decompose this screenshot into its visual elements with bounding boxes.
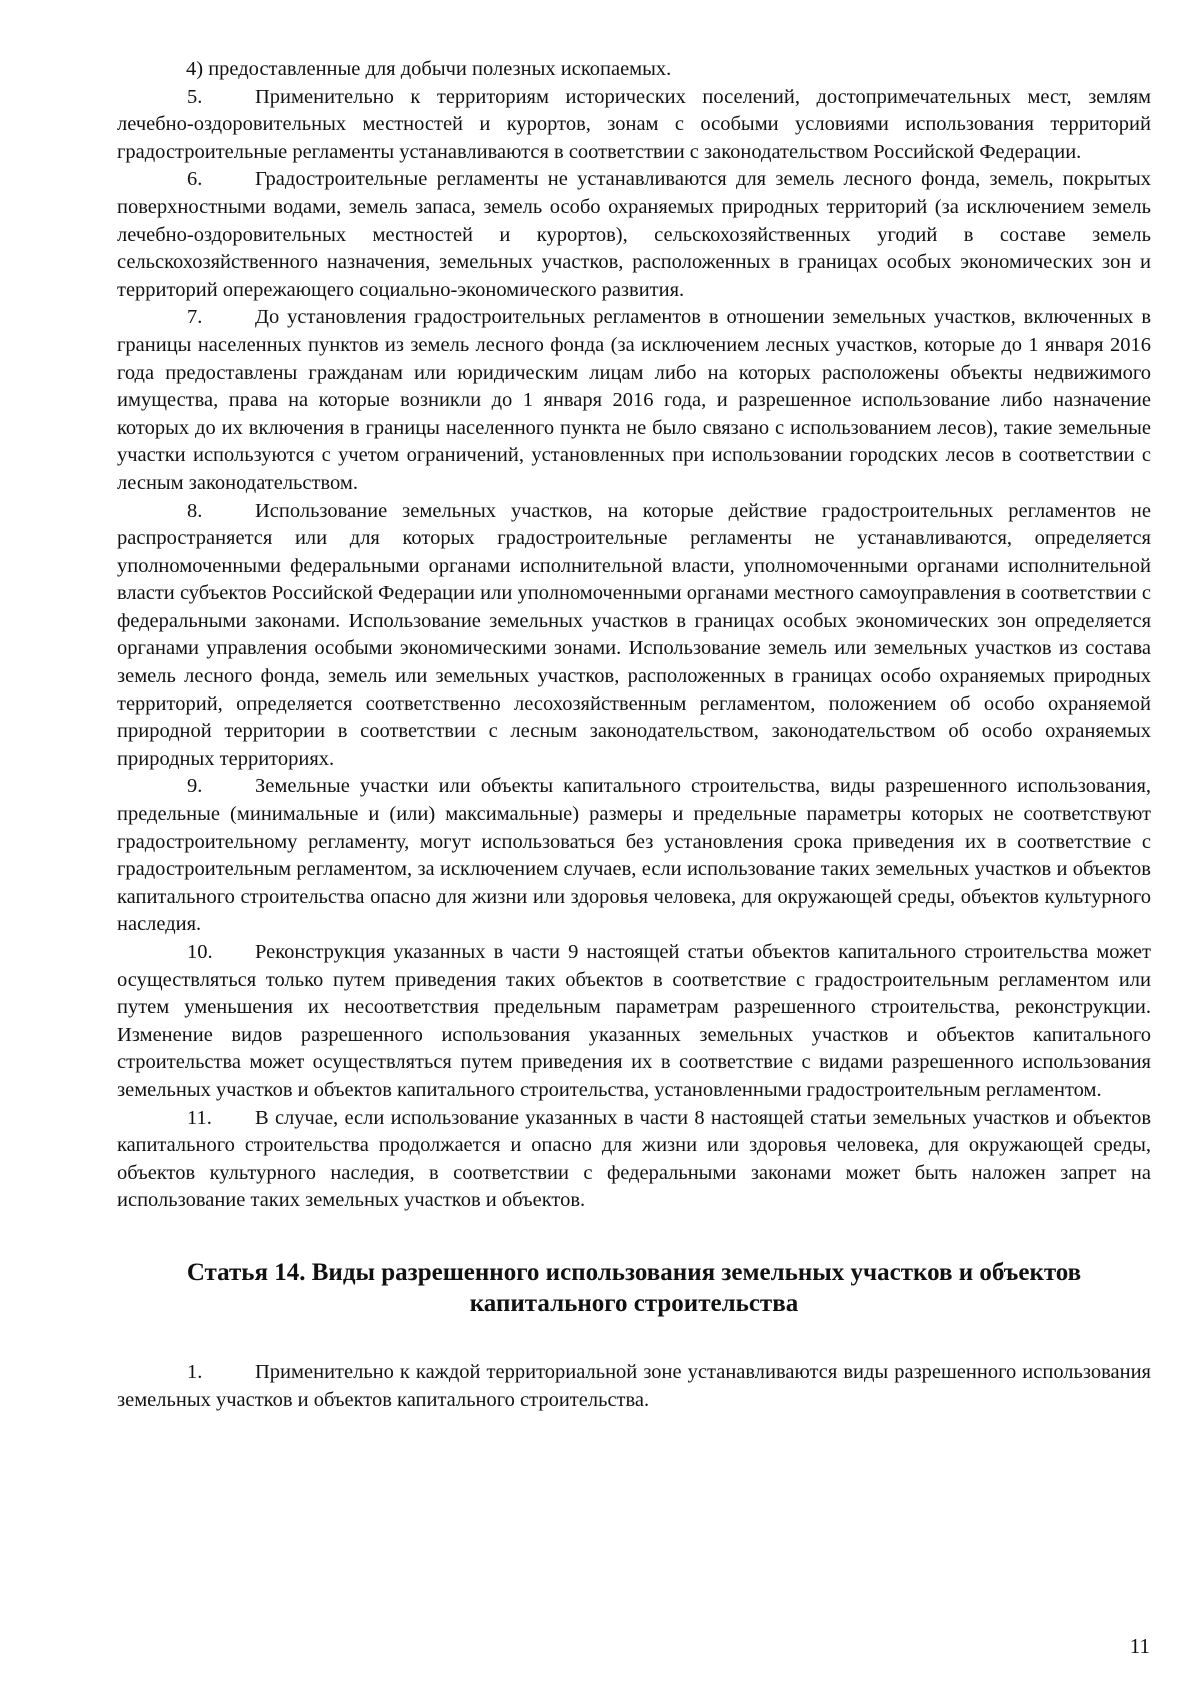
paragraph-text: Земельные участки или объекты капитального строительства, виды разрешенного использования, предельные (минимальные и (или) максимальные) размеры и предельные параметры которых не соответствуют градостроительному регламенту, могут использоваться без установления срока приведения их в соответствие с градостроительным регламентом, за исключением случаев, если использование таких земельных участков и объектов капитального строительства опасно для жизни или здоровья человека, для окружающей среды, объектов культурного наследия. xyxy=(117,775,1151,936)
paragraph-number: 1. xyxy=(187,1360,203,1383)
paragraph-9 xyxy=(117,773,1151,939)
paragraph-7 xyxy=(117,304,1151,497)
paragraph-number: 10. xyxy=(187,941,213,963)
document-page xyxy=(117,56,1151,1414)
paragraph-6 xyxy=(117,166,1151,304)
paragraph-text: До установления градостроительных регламентов в отношении земельных участков, включенных в границы населенных пунктов из земель лесного фонда (за исключением лесных участков, которые до 1 января 2016 года предоставлены гражданам или юридическим лицам либо на которых расположены объекты недвижимого имущества, права на которые возникли до 1 января 2016 года, и разрешенное использование либо назначение которых до их включения в границы населенного пункта не было связано с использованием лесов), такие земельные участки используются с учетом ограничений, установленных при использовании городских лесов в соответствии с лесным законодательством. xyxy=(117,306,1151,494)
paragraph-text: Градостроительные регламенты не устанавливаются для земель лесного фонда, земель, покрытых поверхностными водами, земель запаса, земель особо охраняемых природных территорий (за исключением земель лечебно-оздоровительных местностей и курортов), сельскохозяйственных угодий в составе земель сельскохозяйственного назначения, земельных участков, расположенных в границах особых экономических зон и территорий опережающего социально-экономического развития. xyxy=(117,168,1151,301)
paragraph-number: 11. xyxy=(187,1106,212,1129)
paragraph-number: 8. xyxy=(187,499,203,522)
paragraph-text: Реконструкция указанных в части 9 настоящей статьи объектов капитального строительства может осуществляться только путем приведения таких объектов в соответствие с градостроительным регламентом или путем уменьшения их несоответствия предельным параметрам разрешенного строительства, реконструкции. Изменение видов разрешенного использования указанных земельных участков и объектов капитального строительства может осуществляться путем приведения их в соответствие с видами разрешенного использования земельных участков и объектов капитального строительства, установленными градостроительным регламентом. xyxy=(117,941,1151,1101)
page-number: 11 xyxy=(1129,1634,1150,1658)
paragraph-number: 5. xyxy=(187,85,203,108)
paragraph-5 xyxy=(117,84,1151,167)
paragraph-8 xyxy=(117,498,1151,774)
intro-item: 4) предоставленные для добычи полезных ископаемых. xyxy=(186,58,672,80)
paragraph-number: 9. xyxy=(187,775,203,798)
paragraph-number: 7. xyxy=(187,306,203,329)
article-heading: Статья 14. Виды разрешенного использования земельных участков и объектов капитального строительства xyxy=(186,1258,1082,1317)
paragraph-text: Применительно к территориям исторических поселений, достопримечательных мест, землям лечебно-оздоровительных местностей и курортов, зонам с особыми условиями использования территорий градостроительные регламенты устанавливаются в соответствии с законодательством Российской Федерации. xyxy=(117,85,1151,163)
article-14-paragraph-1 xyxy=(117,1359,1151,1414)
paragraph-number: 6. xyxy=(187,168,203,191)
paragraph-text: В случае, если использование указанных в части 8 настоящей статьи земельных участков и объектов капитального строительства продолжается и опасно для жизни или здоровья человека, для окружающей среды, объектов культурного наследия, в соответствии с федеральными законами может быть наложен запрет на использование таких земельных участков и объектов. xyxy=(117,1106,1151,1212)
paragraph-11 xyxy=(117,1105,1151,1215)
paragraph-text: Применительно к каждой территориальной зоне устанавливаются виды разрешенного использования земельных участков и объектов капитального строительства. xyxy=(117,1360,1151,1411)
paragraph-10 xyxy=(117,939,1151,1105)
paragraph-text: Использование земельных участков, на которые действие градостроительных регламентов не распространяется или для которых градостроительные регламенты не устанавливаются, определяется уполномоченными федеральными органами исполнительной власти, уполномоченными органами исполнительной власти субъектов Российской Федерации или уполномоченными органами местного самоуправления в соответствии с федеральными законами. Использование земельных участков в границах особых экономических зон определяется органами управления особыми экономическими зонами. Использование земель или земельных участков из состава земель лесного фонда, земель или земельных участков, расположенных в границах особо охраняемых природных территорий, определяется соответственно лесохозяйственным регламентом, положением об особо охраняемой природной территории в соответствии с лесным законодательством, законодательством об особо охраняемых природных территориях. xyxy=(117,499,1151,770)
